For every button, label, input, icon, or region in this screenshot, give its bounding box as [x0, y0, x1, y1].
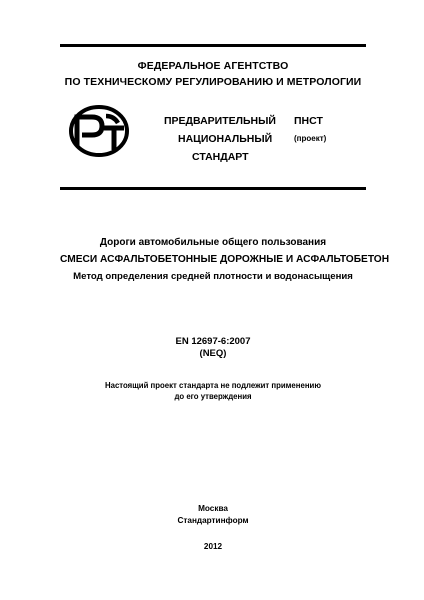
notice-line-1: Настоящий проект стандарта не подлежит применению	[105, 381, 321, 390]
top-rule	[60, 44, 366, 47]
reference-equivalence: (NEQ)	[199, 348, 227, 359]
reference-standard	[60, 336, 366, 360]
draft-notice	[60, 380, 366, 402]
standard-type	[164, 112, 276, 166]
standard-type-line-3: СТАНДАРТ	[192, 151, 249, 163]
gost-r-emblem-icon	[68, 104, 130, 158]
imprint-publisher: Стандартинформ	[177, 516, 249, 525]
standard-type-line-2: НАЦИОНАЛЬНЫЙ	[178, 133, 273, 145]
document-title	[60, 234, 390, 285]
reference-number: EN 12697-6:2007	[175, 336, 251, 347]
standard-type-line-1: ПРЕДВАРИТЕЛЬНЫЙ	[164, 115, 276, 127]
title-line-3: Метод определения средней плотности и водонасыщения	[73, 271, 353, 282]
standard-code: ПНСТ	[294, 115, 323, 127]
emblem-letters: РСТ	[68, 104, 70, 105]
agency-line-2: ПО ТЕХНИЧЕСКОМУ РЕГУЛИРОВАНИЮ И МЕТРОЛОГИИ	[64, 76, 362, 88]
title-line-2: СМЕСИ АСФАЛЬТОБЕТОННЫЕ ДОРОЖНЫЕ И АСФАЛЬТОБЕТОН	[60, 254, 390, 265]
imprint	[60, 503, 366, 553]
agency-header	[60, 58, 366, 90]
bottom-rule	[60, 187, 366, 190]
imprint-year: 2012	[203, 542, 223, 551]
notice-line-2: до его утверждения	[174, 392, 252, 401]
imprint-city: Москва	[198, 504, 228, 513]
draft-status: (проект)	[294, 134, 327, 143]
agency-line-1: ФЕДЕРАЛЬНОЕ АГЕНТСТВО	[137, 60, 289, 72]
title-line-1: Дороги автомобильные общего пользования	[99, 237, 327, 248]
